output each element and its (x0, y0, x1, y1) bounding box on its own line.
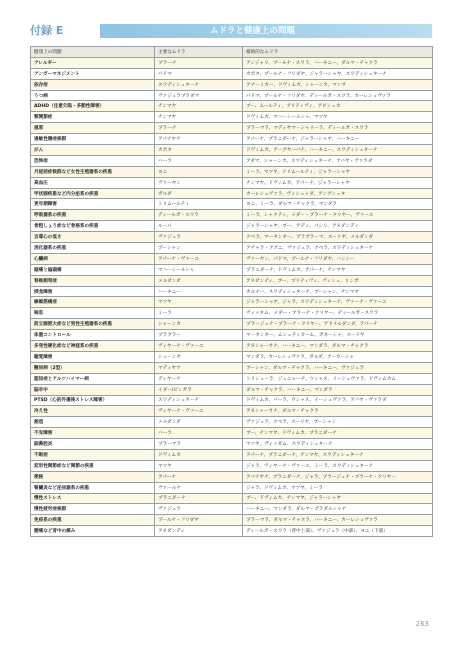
cell-health-issue: 免疫系の疾患 (31, 515, 155, 526)
cell-primary-mudra: シャーンカ (155, 319, 243, 330)
cell-primary-mudra: プラーマラ (155, 439, 243, 450)
cell-primary-mudra: トリムールティ (155, 199, 243, 210)
table-row (31, 406, 433, 417)
cell-health-issue: 脳卒中 (31, 384, 155, 395)
cell-supporting-mudras: ブーシャン、ダルマ・チャクラ、ハーキニー、ヴァジュラ (243, 362, 433, 373)
cell-supporting-mudras: ドヴィムカ、パーラ、ウシャス、イーシュヴァラ、アバヤ・ヴァラダ (243, 395, 433, 406)
cell-primary-mudra: ヨニ (155, 166, 243, 177)
table-row (31, 210, 433, 221)
table-row (31, 373, 433, 384)
cell-primary-mudra: プラブラー (155, 330, 243, 341)
cell-primary-mudra: ハーキニー (155, 286, 243, 297)
cell-primary-mudra: マハーシールシャ (155, 264, 243, 275)
cell-primary-mudra: バーラ (155, 155, 243, 166)
cell-primary-mudra: スワディシュターナ (155, 79, 243, 90)
cell-health-issue: 更年期障害 (31, 199, 155, 210)
cell-primary-mudra: カポタ (155, 145, 243, 156)
cell-health-issue: 聴覚障害 (31, 351, 155, 362)
cell-health-issue: アレルギー (31, 57, 155, 68)
cell-supporting-mudras: マツヤ、ヴィッダム、スワディシュターナ (243, 439, 433, 450)
cell-supporting-mudras: アナーミカー、ドヴィムカ、シャーンカ、マンサ (243, 79, 433, 90)
cell-health-issue: 恐怖症 (31, 155, 155, 166)
cell-primary-mudra: ヴィヤーナ・ヴァーユ (155, 406, 243, 417)
cell-health-issue: 不眠症 (31, 449, 155, 460)
cell-supporting-mudras: ブー、チンマヤ、ドヴィムカ、プラニダーナ (243, 428, 433, 439)
cell-health-issue: 体重コントロール (31, 330, 155, 341)
table-row (31, 362, 433, 373)
table-row (31, 243, 433, 254)
cell-health-issue: ADHD（注意欠陥・多動性障害） (31, 101, 155, 112)
table-row (31, 264, 433, 275)
cell-primary-mudra: ミーラ (155, 308, 243, 319)
table-row (31, 449, 433, 460)
cell-supporting-mudras: ミーラ、シャクティ、メダー・プラーナ・クリヤー、ヴァーユ (243, 210, 433, 221)
table-row (31, 199, 433, 210)
cell-supporting-mudras: ブー、ドヴィムカ、チンマヤ、ジャラーシャヤ (243, 493, 433, 504)
cell-supporting-mudras: ヨニ、ミーラ、ダルマ・チャクラ、マンダラ (243, 199, 433, 210)
cell-health-issue: 呼吸器系の疾患 (31, 210, 155, 221)
cell-supporting-mudras: ジャラーシャヤ、ジャラ、スワディシュターナ、ヴァーナ・ヴァーユ (243, 297, 433, 308)
cell-health-issue: 認知症とアルツハイマー病 (31, 373, 155, 384)
table-row (31, 155, 433, 166)
cell-supporting-mudras: クベラ、マータンギー、プラブラーマ、スーリヤ、メルダンダ (243, 232, 433, 243)
cell-primary-mudra: ドヴィムカ (155, 449, 243, 460)
cell-health-issue: 摂食障害 (31, 286, 155, 297)
cell-supporting-mudras: ヴァーヤン、パドマ、プールナ・フリダヤ、ハンシー (243, 253, 433, 264)
table-row (31, 439, 433, 450)
cell-supporting-mudras: ドヴィムカ、マハーシールシャ、マツヤ (243, 112, 433, 123)
table-row (31, 286, 433, 297)
cell-health-issue: 慢性疲労症候群 (31, 504, 155, 515)
appendix-label: 付録 E (30, 24, 64, 37)
cell-primary-mudra: マツヤ (155, 297, 243, 308)
cell-health-issue: 心臓病 (31, 253, 155, 264)
cell-health-issue: 骨粗しょう症など骨格系の疾患 (31, 221, 155, 232)
column-header-supporting-mudras: 補助的なムドラ (243, 47, 433, 58)
cell-supporting-mudras: プラーマラ、ダルマ・チャクラ、ハーキニー、カーレシュヴァラ (243, 515, 433, 526)
cell-primary-mudra: プラーナ (155, 57, 243, 68)
cell-primary-mudra: ヴァジュラ (155, 504, 243, 515)
cell-health-issue: 高血圧 (31, 177, 155, 188)
table-row (31, 319, 433, 330)
table-row (31, 330, 433, 341)
cell-health-issue: 便秘 (31, 471, 155, 482)
cell-health-issue: 腎臓炎など泌尿器系の疾患 (31, 482, 155, 493)
cell-health-issue: 不安障害 (31, 428, 155, 439)
cell-health-issue: 月経前症候群など女性生殖器系の疾患 (31, 166, 155, 177)
cell-supporting-mudras: プラーマラ、マディヤマ・シャリーラ、ディールガ・スワラ (243, 123, 433, 134)
cell-primary-mudra: ヴァジュラプラダマ (155, 90, 243, 101)
cell-primary-mudra: アヌダンディ (155, 526, 243, 537)
cell-health-issue: がん (31, 145, 155, 156)
table-row (31, 428, 433, 439)
table-row (31, 460, 433, 471)
cell-health-issue: 創造 (31, 417, 155, 428)
cell-primary-mudra: チンマヤ (155, 112, 243, 123)
section-title: ムドラと健康上の問題 (100, 24, 432, 38)
column-header-primary-mudra: 主要なムドラ (155, 47, 243, 58)
table-row (31, 471, 433, 482)
cell-supporting-mudras: ミーラ、マツヤ、ドリムールティ、ジャラーシャヤ (243, 166, 433, 177)
cell-primary-mudra: メルダンダ (155, 275, 243, 286)
cell-supporting-mudras: ダルマ・チャクラ、ハーキニー、マンダラ (243, 384, 433, 395)
cell-primary-mudra: ヴィヤーナ・ヴァーユ (155, 341, 243, 352)
cell-supporting-mudras: アダマ、シャーンカ、スワディシュターナ、アバヤ・ヴァラダ (243, 155, 433, 166)
table-header-row (31, 47, 433, 58)
cell-supporting-mudras: プラージュナ・プラーナ・クリヤー、アドメルダンダ、アパーナ (243, 319, 433, 330)
table-row (31, 275, 433, 286)
table-row (31, 101, 433, 112)
cell-primary-mudra: プーシャン (155, 243, 243, 254)
cell-primary-mudra: メルダンダ (155, 417, 243, 428)
cell-health-issue: 過敏性腸症候群 (31, 134, 155, 145)
table-row (31, 68, 433, 79)
cell-health-issue: 副鼻腔炎 (31, 439, 155, 450)
health-mudra-table (30, 46, 433, 537)
cell-supporting-mudras: アチャラ・アグニ、ヴァジュラ、クベラ、スワディシュターナ (243, 243, 433, 254)
table-body (31, 57, 433, 536)
cell-primary-mudra: ヴァールナ (155, 482, 243, 493)
cell-health-issue: 自尊心の低さ (31, 232, 155, 243)
table-row (31, 145, 433, 156)
cell-supporting-mudras: アパーナ、プラニダーナ、ジャラーシャヤ、ハーキニー (243, 134, 433, 145)
cell-primary-mudra: ヴァジュラ (155, 232, 243, 243)
cell-supporting-mudras: マンダラ、カーレシュヴァラ、ガルダ、アーカーシャ (243, 351, 433, 362)
cell-health-issue: アンガーマネジメント (31, 68, 155, 79)
cell-health-issue: 風邪 (31, 123, 155, 134)
page-header (30, 22, 432, 38)
table-row (31, 297, 433, 308)
cell-supporting-mudras: ヴァジュラ、クベラ、スーリヤ、ブーシャン (243, 417, 433, 428)
table-row (31, 482, 433, 493)
table-row (31, 232, 433, 243)
cell-health-issue: 顎関節症 (31, 112, 155, 123)
cell-primary-mudra: ルーパ (155, 221, 243, 232)
table-row (31, 341, 433, 352)
cell-health-issue: 変形性関節症など関節の疾患 (31, 460, 155, 471)
cell-supporting-mudras: ブー、ムールティ、アリティヴィ、アビシュカ (243, 101, 433, 112)
cell-primary-mudra: スワディシュターナ (155, 395, 243, 406)
cell-primary-mudra: チンマヤ (155, 101, 243, 112)
cell-health-issue: 脊椎側弯症 (31, 275, 155, 286)
table-row (31, 384, 433, 395)
table-row (31, 417, 433, 428)
table-row (31, 134, 433, 145)
cell-primary-mudra: バーラ (155, 428, 243, 439)
table-row (31, 493, 433, 504)
table-row (31, 166, 433, 177)
cell-supporting-mudras: アンジャリ、プールナ・スワラ、ハーキニー、ダルマ・チャクラ (243, 57, 433, 68)
table-row (31, 395, 433, 406)
cell-health-issue: 頭痛と偏頭痛 (31, 264, 155, 275)
cell-primary-mudra: プラーナ (155, 123, 243, 134)
cell-health-issue: 前立腺肥大症など男性生殖器系の疾患 (31, 319, 155, 330)
cell-health-issue: うつ病 (31, 90, 155, 101)
table-row (31, 253, 433, 264)
cell-supporting-mudras: カルナー、スワディシュターナ、ブーシャン、チンマヤ (243, 286, 433, 297)
cell-supporting-mudras: トリシューラ、ジュニャーナ、ウシャス、イーシュヴァラ、ドヴィムカム (243, 373, 433, 384)
cell-primary-mudra: マツヤ (155, 460, 243, 471)
cell-health-issue: 依存症 (31, 79, 155, 90)
cell-health-issue: 消化器系の疾患 (31, 243, 155, 254)
cell-primary-mudra: マディヤマ (155, 362, 243, 373)
cell-supporting-mudras: ハーキニー、マンダラ、ダルマ・プラダルシャナ (243, 504, 433, 515)
cell-health-issue: 冷え性 (31, 406, 155, 417)
cell-supporting-mudras: アパナヤナ、プラニダーナ、ジャラ、プラージュナ・プラーナ・クリヤー (243, 471, 433, 482)
cell-supporting-mudras: ジャラーシャヤ、ブー、アディ、パシリ、アヌダンディ (243, 221, 433, 232)
cell-health-issue: 糖尿病（2型） (31, 362, 155, 373)
cell-supporting-mudras: アヌダンディ、ブー、プリティヴィ、ヴィシュ、リンガ (243, 275, 433, 286)
cell-supporting-mudras: ドヴィムカ、アーグヤーバナ、ハーキニー、スワディシュターナ (243, 145, 433, 156)
cell-supporting-mudras: チンマヤ、ドヴィムカ、アパーナ、ジャラーシャヤ (243, 177, 433, 188)
cell-primary-mudra: パドマ (155, 68, 243, 79)
cell-supporting-mudras: パドマ、プールナ・フリダヤ、ディールガ・スワラ、カーレシュヴァラ (243, 90, 433, 101)
cell-supporting-mudras: ジャラ、ヴィヤーナ・ヴァーユ、ミーラ、スワディシュターナ (243, 460, 433, 471)
table-row (31, 351, 433, 362)
table-row (31, 308, 433, 319)
cell-health-issue: 喘息 (31, 308, 155, 319)
cell-health-issue: 線維筋痛症 (31, 297, 155, 308)
table-row (31, 188, 433, 199)
cell-health-issue: 甲状腺疾患など内分泌系の疾患 (31, 188, 155, 199)
table-row (31, 79, 433, 90)
cell-supporting-mudras: ジャラ、ドヴィムカ、マツヤ、ミーラ (243, 482, 433, 493)
cell-primary-mudra: プールナ・フリダヤ (155, 515, 243, 526)
cell-supporting-mudras: アパーナ、プラニダーナ、チンマヤ、スワディシュターナ (243, 449, 433, 460)
cell-primary-mudra: プラニダーナ (155, 493, 243, 504)
table-row (31, 221, 433, 232)
table-row (31, 90, 433, 101)
table-row (31, 112, 433, 123)
cell-primary-mudra: ディールガ・スワラ (155, 210, 243, 221)
table-row (31, 504, 433, 515)
cell-supporting-mudras: マータンギー、ムシュティカーム、ガネーシャ、スーリヤ (243, 330, 433, 341)
cell-primary-mudra: イダー/ピンガラ (155, 384, 243, 395)
cell-supporting-mudras: アヌシャーサナ、ダルマ・チャクラ (243, 406, 433, 417)
cell-supporting-mudras: ディールガ・スワラ（背中上部）、ヴァジュラ（中部）、ヨニ（下部） (243, 526, 433, 537)
cell-supporting-mudras: プラニダーナ、ドヴィムカ、アパーナ、チンマヤ (243, 264, 433, 275)
cell-primary-mudra: アパーナ (155, 471, 243, 482)
cell-health-issue: 多発性硬化症など神経系の疾患 (31, 341, 155, 352)
cell-supporting-mudras: カポタ、プールナ・フリダヤ、ジャラーシャヤ、スワディシュターナ (243, 68, 433, 79)
table-row (31, 123, 433, 134)
cell-supporting-mudras: ヴィッタム、メダー・プラーナ・クリヤー、ディールガ・スワラ (243, 308, 433, 319)
table-row (31, 57, 433, 68)
page-number: 263 (415, 620, 429, 628)
cell-primary-mudra: ガルダ (155, 188, 243, 199)
cell-primary-mudra: アパーナ・ヴァーユ (155, 253, 243, 264)
table-row (31, 177, 433, 188)
cell-supporting-mudras: アヌシャーサナ、ハーキニー、マンダラ、ダルマ・チャクラ (243, 341, 433, 352)
cell-primary-mudra: ディヤーナ (155, 373, 243, 384)
cell-health-issue: 慢性ストレス (31, 493, 155, 504)
cell-health-issue: PTSD（心的外傷後ストレス障害） (31, 395, 155, 406)
column-header-health-issue: 健康上の問題 (31, 47, 155, 58)
cell-primary-mudra: シューンヤ (155, 351, 243, 362)
cell-primary-mudra: アパナヤナ (155, 134, 243, 145)
cell-supporting-mudras: カーレシュヴァラ、ヴィシュッダ、アングシュタ (243, 188, 433, 199)
cell-health-issue: 腰痛など背中の痛み (31, 526, 155, 537)
cell-primary-mudra: ヴァーヤン (155, 177, 243, 188)
table-row (31, 515, 433, 526)
table-row (31, 526, 433, 537)
